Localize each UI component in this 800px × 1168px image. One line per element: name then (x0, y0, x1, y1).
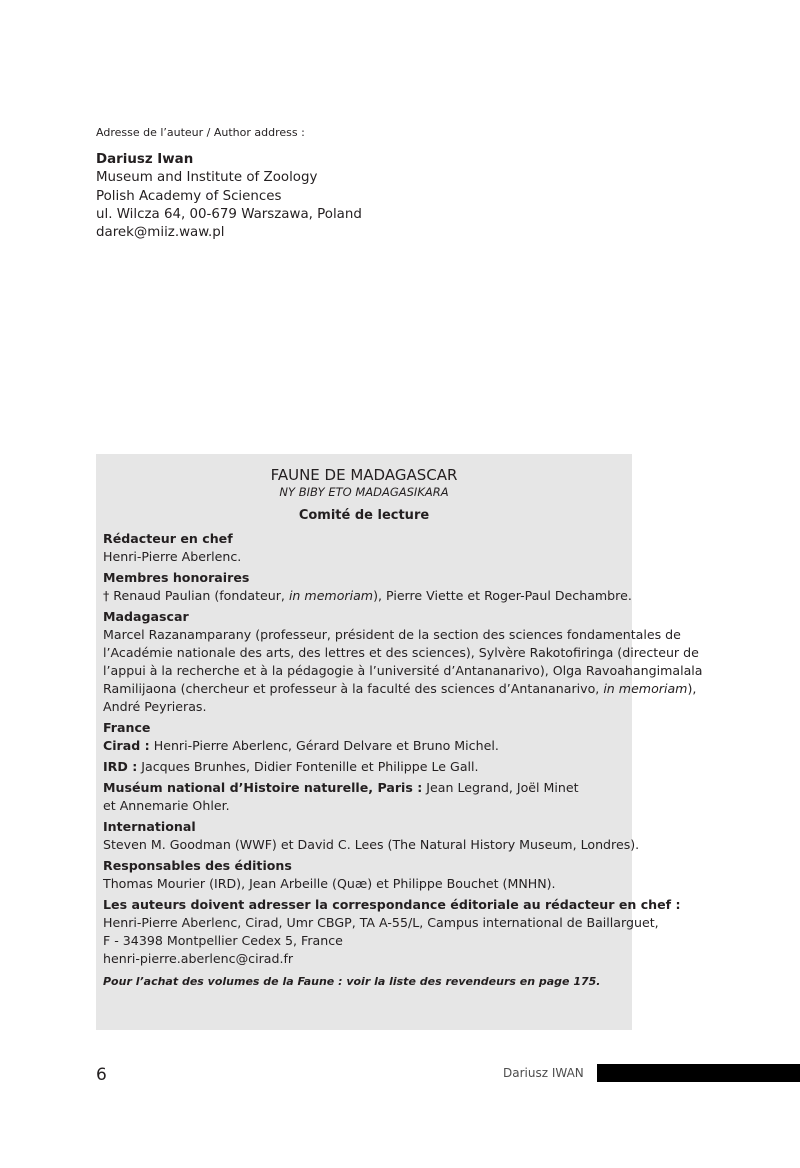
section-international (103, 818, 640, 854)
france-cirad (103, 737, 632, 755)
board-title: FAUNE DE MADAGASCAR (270, 466, 458, 484)
responsables-text: Thomas Mourier (IRD), Jean Arbeille (Quæ) et Philippe Bouchet (MNHN). (103, 876, 556, 891)
france-ird (103, 758, 632, 776)
address-line-institute: Museum and Institute of Zoology (96, 170, 318, 186)
madagascar-line: Marcel Razanamparany (professeur, président de la section des sciences fondamentales de (103, 627, 681, 642)
section-ird (103, 758, 632, 776)
madagascar-heading: Madagascar (103, 609, 189, 624)
madagascar-line: l’Académie nationale des arts, des lettres et des sciences), Sylvère Rakotofiringa (directeur de (103, 645, 699, 660)
board-heading: Comité de lecture (298, 508, 430, 523)
correspondance-line: F - 34398 Montpellier Cedex 5, France (103, 933, 343, 948)
section-mnhn (103, 779, 632, 815)
purchase-note: Pour l’achat des volumes de la Faune : voir la liste des revendeurs en page 175. (103, 975, 601, 988)
international-heading: International (103, 819, 196, 834)
redacteur-text: Henri-Pierre Aberlenc. (103, 549, 242, 564)
correspondance-line: Henri-Pierre Aberlenc, Cirad, Umr CBGP, TA A-55/L, Campus international de Baillarguet, (103, 915, 659, 930)
madagascar-line (103, 680, 697, 698)
correspondance-heading: Les auteurs doivent adresser la correspondance éditoriale au rédacteur en chef : (103, 897, 681, 912)
redacteur-heading: Rédacteur en chef (103, 531, 233, 546)
madagascar-line4-pre: Ramilijaona (chercheur et professeur à la faculté des sciences d’Antananarivo, (103, 681, 604, 696)
editorial-board-box (96, 454, 703, 1030)
section-redacteur (103, 530, 632, 566)
section-membres-honoraires (103, 569, 632, 605)
author-address-block (96, 151, 362, 242)
madagascar-line4-italic: in memoriam (603, 681, 688, 696)
madagascar-line: l’appui à la recherche et à la pédagogie à l’université d’Antananarivo), Olga Ravoahangimalala (103, 663, 703, 678)
france-heading: France (103, 720, 151, 735)
address-line-street: ul. Wilcza 64, 00-679 Warszawa, Poland (96, 206, 362, 222)
madagascar-line: André Peyrieras. (103, 699, 207, 714)
correspondance-email: henri-pierre.aberlenc@cirad.fr (103, 951, 294, 966)
page-number: 6 (96, 1065, 107, 1085)
france-mnhn (103, 779, 632, 797)
mnhn-text-cont: et Annemarie Ohler. (103, 798, 230, 813)
section-france (103, 719, 632, 755)
cirad-label: Cirad : (103, 738, 150, 753)
international-text: Steven M. Goodman (WWF) et David C. Lees (The Natural History Museum, Londres). (103, 837, 640, 852)
section-correspondance (103, 896, 681, 968)
responsables-heading: Responsables des éditions (103, 858, 292, 873)
madagascar-line4-post: ), (687, 681, 697, 696)
membres-text (103, 587, 632, 605)
board-subtitle: NY BIBY ETO MADAGASIKARA (279, 485, 449, 499)
membres-text-italic: in memoriam (288, 588, 374, 603)
mnhn-label: Muséum national d’Histoire naturelle, Paris : (103, 780, 423, 795)
mnhn-text: Jean Legrand, Joël Minet (422, 780, 579, 795)
membres-text-post: ), Pierre Viette et Roger-Paul Dechambre. (373, 588, 632, 603)
section-responsables (103, 857, 632, 893)
footer-black-bar (597, 1064, 800, 1082)
membres-text-pre: † Renaud Paulian (fondateur, (103, 588, 289, 603)
section-madagascar (103, 608, 703, 716)
author-name: Dariusz Iwan (96, 152, 194, 167)
address-line-academy: Polish Academy of Sciences (96, 188, 282, 204)
running-head: Dariusz IWAN (503, 1066, 584, 1080)
ird-text: Jacques Brunhes, Didier Fontenille et Philippe Le Gall. (137, 759, 479, 774)
author-address-label: Adresse de l’auteur / Author address : (96, 126, 305, 139)
membres-heading: Membres honoraires (103, 570, 250, 585)
cirad-text: Henri-Pierre Aberlenc, Gérard Delvare et Bruno Michel. (149, 738, 499, 753)
author-email: darek@miiz.waw.pl (96, 225, 225, 241)
ird-label: IRD : (103, 759, 138, 774)
